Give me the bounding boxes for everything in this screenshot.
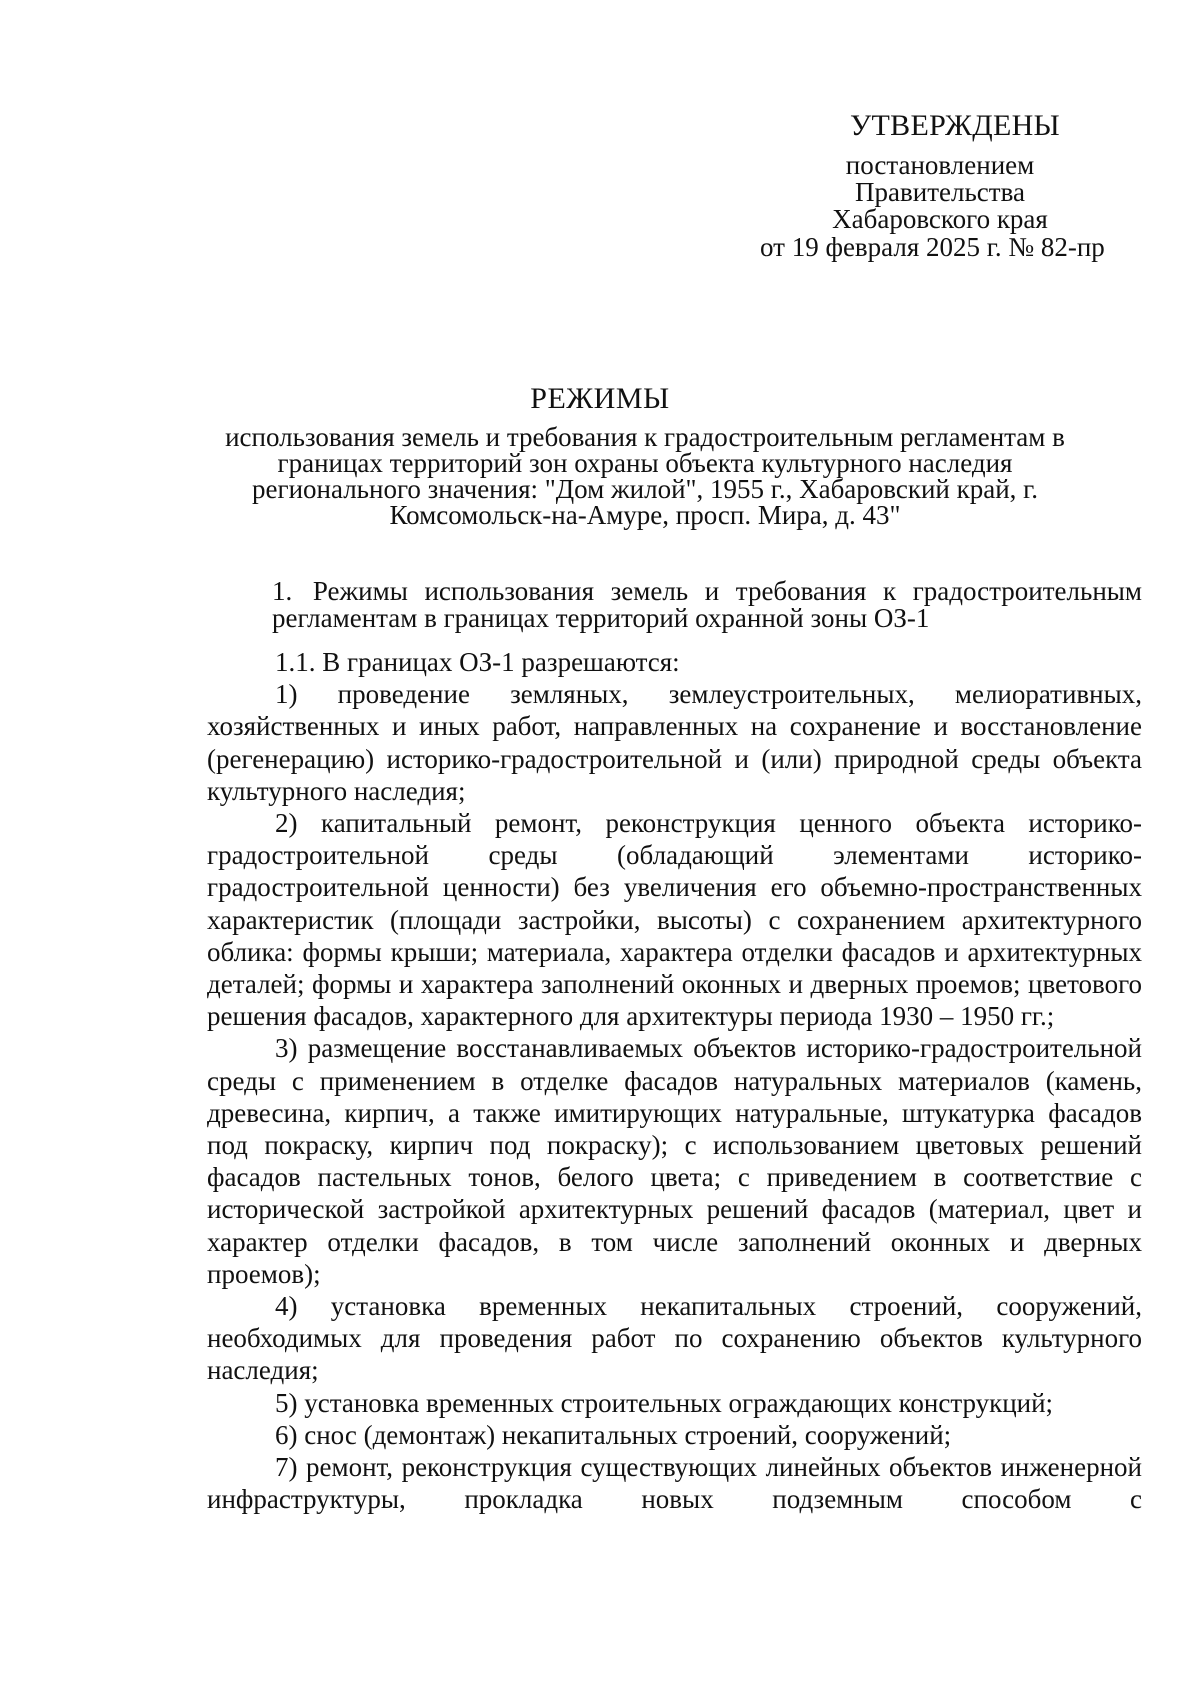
approval-line-resolution: постановлением <box>845 150 1035 180</box>
approval-block <box>760 108 1120 233</box>
list-item: 3) размещение восстанавливаемых объектов историко-градостроительной среды с применением в отделке фасадов натуральных материалов (камень, древесина, кирпич, а также имитирующих натуральные, штукатурка фасадов под покраску, кирпич под покраску); с использованием цветовых решений фасадов пастельных тонов, белого цвета; с приведением в соответствие с исторической застройкой архитектурных решений фасадов (материал, цвет и характер отделки фасадов, в том числе заполнений оконных и дверных проемов); <box>207 1033 1142 1289</box>
list-item: 4) установка временных некапитальных строений, сооружений, необходимых для проведения работ по сохранению объектов культурного наследия; <box>207 1291 1142 1386</box>
approval-line-government: Правительства <box>855 177 1025 207</box>
document-body <box>207 578 1142 1515</box>
list-item: 7) ремонт, реконструкция существующих линейных объектов инженерной инфраструктуры, прокладка новых подземным способом с <box>207 1452 1142 1515</box>
section-heading-text: Режимы использования земель и требования к градостроительным регламентам в границах территорий охранной зоны ОЗ-1 <box>272 576 1142 633</box>
document-subtitle: использования земель и требования к градостроительным регламентам в границах территорий зон охраны объекта культурного наследия регионального значения: "Дом жилой", 1955 г., Хабаровский край, г. Комсомольск-на-Амуре, просп. Мира, д. 43" <box>225 422 1065 530</box>
list-item: 1) проведение земляных, землеустроительных, мелиоративных, хозяйственных и иных работ, направленных на сохранение и восстановление (регенерацию) историко-градостроительной и (или) природной среды объекта культурного наследия; <box>207 679 1142 806</box>
approval-date: от 19 февраля 2025 г. № 82-пр <box>760 232 1105 262</box>
list-item: 5) установка временных строительных ограждающих конструкций; <box>275 1387 1054 1418</box>
approval-line-region: Хабаровского края <box>832 204 1048 234</box>
list-item: 6) снос (демонтаж) некапитальных строений, сооружений; <box>275 1419 952 1450</box>
approval-title: УТВЕРЖДЕНЫ <box>849 109 1061 142</box>
list-item: 2) капитальный ремонт, реконструкция ценного объекта историко-градостроительной среды (обладающий элементами историко-градостроительной ценности) без увеличения его объемно-пространственных характеристик (площади застройки, высоты) с сохранением архитектурного облика: формы крыши; материала, характера отделки фасадов и архитектурных деталей; формы и характера заполнений оконных и дверных проемов; цветового решения фасадов, характерного для архитектуры периода 1930 – 1950 гг.; <box>207 808 1142 1032</box>
section-heading <box>207 578 1142 632</box>
subsection-1-1: 1.1. В границах ОЗ-1 разрешаются: <box>275 647 680 677</box>
section-number: 1. <box>272 576 293 606</box>
document-title: РЕЖИМЫ <box>530 382 670 415</box>
